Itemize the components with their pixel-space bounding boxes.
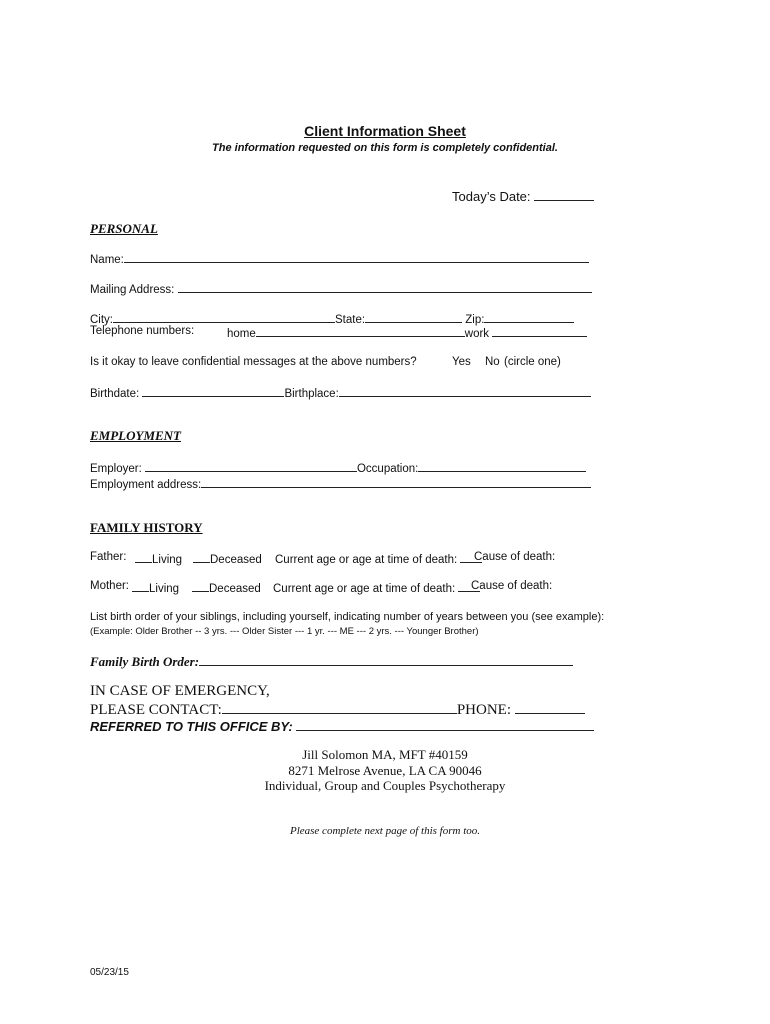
form-title: Client Information Sheet: [304, 123, 466, 139]
name-label: Name:: [90, 254, 124, 266]
city-field[interactable]: [113, 311, 335, 323]
father-deceased-option[interactable]: [193, 551, 262, 566]
occupation-label: Occupation:: [356, 463, 419, 475]
state-field[interactable]: [365, 311, 462, 323]
home-phone-field[interactable]: [256, 325, 465, 337]
employer-label: Employer:: [90, 463, 142, 475]
contact-label: PLEASE CONTACT:: [90, 702, 222, 718]
employer-row: [90, 460, 586, 475]
employment-address-label: Employment address:: [90, 479, 202, 491]
mother-living-option[interactable]: [132, 580, 179, 595]
phone-field[interactable]: [515, 699, 585, 714]
birth-order-row: [90, 652, 573, 670]
mailing-row: [90, 281, 592, 296]
practice-services: Individual, Group and Couples Psychotherapy: [264, 778, 506, 793]
employment-heading: EMPLOYMENT: [90, 428, 181, 443]
father-deceased-blank[interactable]: [193, 551, 210, 563]
city-row: [90, 311, 574, 326]
mother-deceased-option[interactable]: [192, 580, 261, 595]
birth-order-field[interactable]: [199, 652, 573, 666]
state-label: State:: [335, 314, 366, 326]
no-option[interactable]: No: [485, 356, 500, 368]
practitioner-name: Jill Solomon MA, MFT #40159: [302, 747, 468, 762]
mother-age-label: Current age or age at time of death:: [273, 583, 456, 595]
birth-row: [90, 385, 591, 400]
birthplace-field[interactable]: [339, 385, 591, 397]
name-row: [90, 251, 589, 266]
siblings-instruction: List birth order of your siblings, including yourself, indicating number of years between you (see example):: [90, 611, 605, 623]
employment-address-field[interactable]: [201, 476, 591, 488]
home-label: home: [227, 328, 256, 340]
family-history-heading: FAMILY HISTORY: [90, 520, 203, 535]
name-field[interactable]: [124, 251, 589, 263]
contact-field[interactable]: [222, 699, 457, 714]
work-phone-field[interactable]: [492, 325, 587, 337]
personal-heading: PERSONAL: [90, 221, 158, 236]
mother-label: Mother:: [90, 580, 129, 592]
father-cause-label: Cause of death:: [474, 551, 556, 563]
father-label: Father:: [90, 551, 127, 563]
mother-age-row: [273, 580, 480, 595]
yes-option[interactable]: Yes: [452, 356, 471, 368]
form-date-code: 05/23/15: [90, 967, 129, 978]
mother-deceased-label: Deceased: [209, 583, 261, 595]
birthplace-label: Birthplace:: [284, 388, 339, 400]
work-label: work: [464, 328, 490, 340]
referred-label: REFERRED TO THIS OFFICE BY:: [90, 719, 293, 734]
phone-label: PHONE:: [456, 702, 511, 718]
father-age-label: Current age or age at time of death:: [275, 554, 458, 566]
employment-address-row: [90, 476, 591, 491]
referred-row: [90, 716, 594, 734]
emergency-heading: IN CASE OF EMERGENCY,: [90, 683, 270, 699]
todays-date-label: Today’s Date:: [452, 189, 531, 204]
father-age-row: [275, 551, 482, 566]
todays-date-field[interactable]: [534, 188, 594, 201]
father-living-label: Living: [152, 554, 183, 566]
referred-field[interactable]: [296, 716, 594, 731]
birthdate-field[interactable]: [142, 385, 284, 397]
birthdate-label: Birthdate:: [90, 388, 140, 400]
telephone-label: Telephone numbers:: [90, 325, 195, 337]
siblings-example: (Example: Older Brother -- 3 yrs. --- Older Sister --- 1 yr. --- ME --- 2 yrs. --- Younger Brother): [90, 626, 479, 637]
mailing-label: Mailing Address:: [90, 284, 175, 296]
practice-address: 8271 Melrose Avenue, LA CA 90046: [288, 763, 482, 778]
mother-living-label: Living: [149, 583, 180, 595]
telephone-row: [227, 325, 587, 340]
todays-date-row: [452, 188, 594, 204]
messages-question: Is it okay to leave confidential messages at the above numbers?: [90, 356, 417, 368]
father-deceased-label: Deceased: [210, 554, 262, 566]
next-page-note: Please complete next page of this form too.: [289, 825, 480, 837]
mailing-field[interactable]: [178, 281, 592, 293]
employer-field[interactable]: [145, 460, 357, 472]
mother-deceased-blank[interactable]: [192, 580, 209, 592]
mother-cause-label: Cause of death:: [471, 580, 553, 592]
zip-field[interactable]: [484, 311, 574, 323]
form-subtitle: The information requested on this form is completely confidential.: [212, 142, 558, 154]
father-living-blank[interactable]: [135, 551, 152, 563]
circle-one-note: (circle one): [504, 356, 561, 368]
zip-label: Zip:: [465, 314, 485, 326]
birth-order-label: Family Birth Order:: [90, 654, 200, 669]
occupation-field[interactable]: [418, 460, 586, 472]
mother-living-blank[interactable]: [132, 580, 149, 592]
father-living-option[interactable]: [135, 551, 182, 566]
city-label: City:: [90, 314, 113, 326]
